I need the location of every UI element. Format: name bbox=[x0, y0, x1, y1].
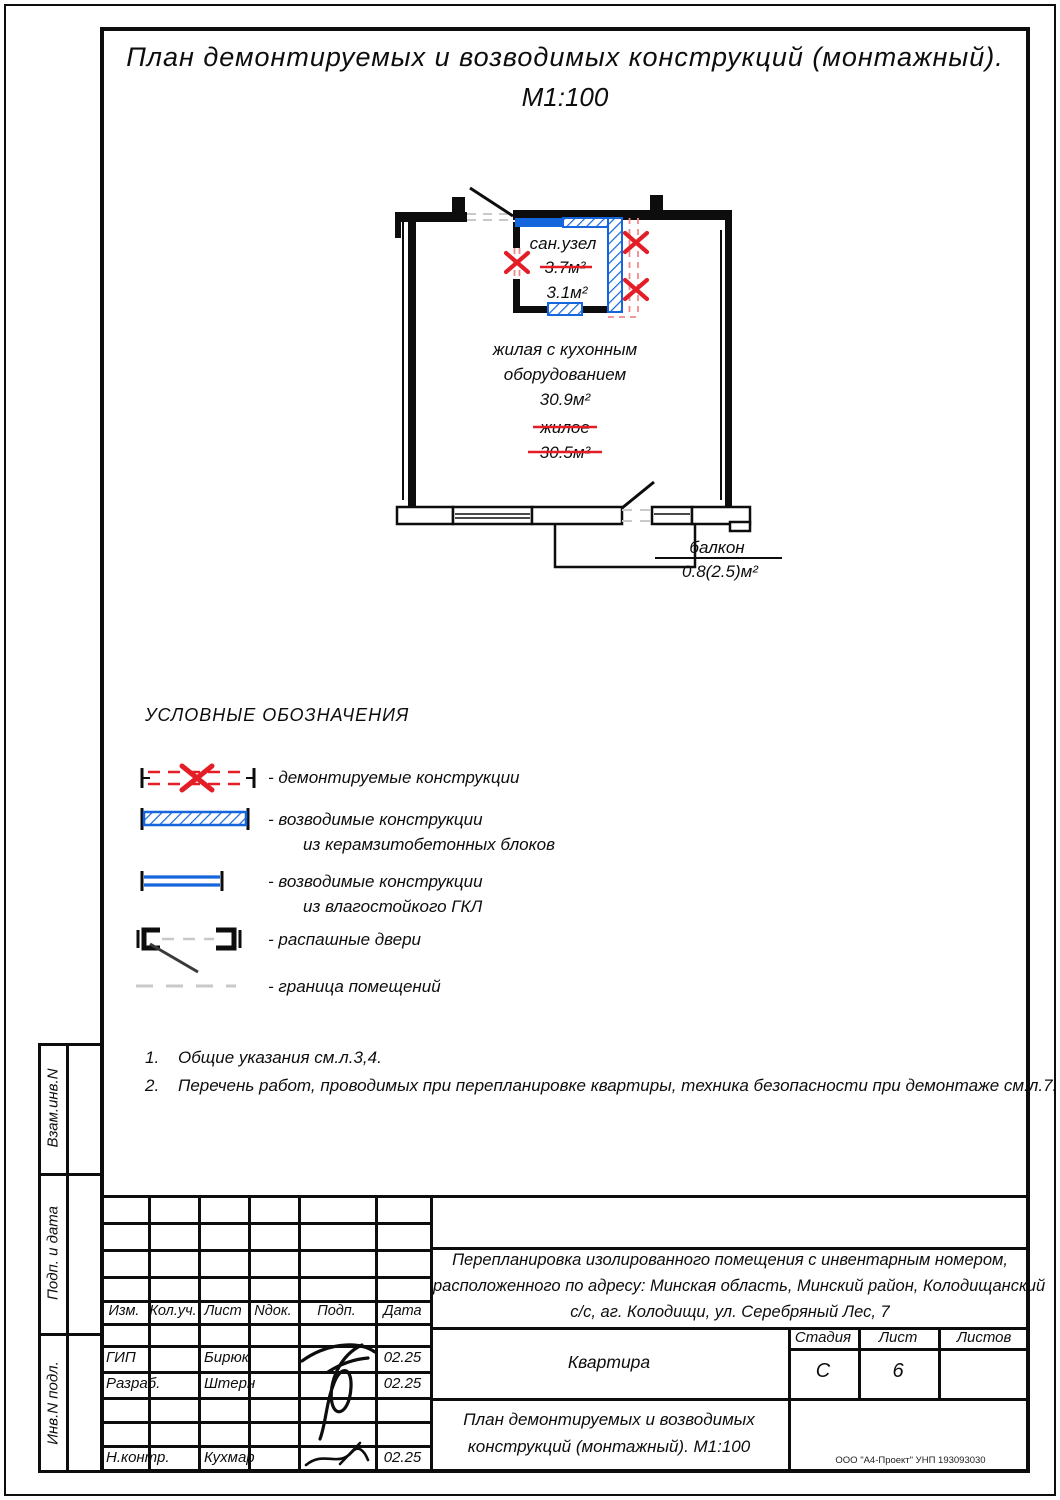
bathroom-new-area: 3.1м² bbox=[546, 283, 588, 302]
legend-item-label: - демонтируемые конструкции bbox=[268, 768, 520, 787]
room-label-living-1: жилая с кухонным bbox=[492, 340, 638, 359]
balcony-area: 0.8(2.5)м² bbox=[682, 562, 758, 581]
block-wall-top bbox=[563, 218, 608, 227]
swing-doors-symbol bbox=[136, 920, 244, 976]
col-header-list: Лист bbox=[204, 1303, 242, 1319]
legend-item-label: - возводимые конструкции bbox=[268, 872, 483, 891]
col-header-izm: Изм. bbox=[108, 1303, 140, 1319]
titleblock-line bbox=[198, 1195, 201, 1473]
block-wall-bottom bbox=[548, 303, 582, 315]
staff-name: Кухмар bbox=[204, 1449, 255, 1466]
object-name: Квартира bbox=[567, 1352, 651, 1372]
side-label-podp: Подп. и дата bbox=[44, 1206, 62, 1300]
company-stamp: ООО "А4-Проект" УНП 193093030 bbox=[835, 1455, 986, 1466]
signature-nkontr bbox=[300, 1438, 380, 1472]
strip-line bbox=[66, 1043, 69, 1473]
room-label-living-2: оборудованием bbox=[503, 365, 627, 384]
staff-role: Н.контр. bbox=[106, 1449, 170, 1466]
titleblock-line bbox=[430, 1247, 1030, 1250]
demolition-x-icon bbox=[625, 280, 647, 299]
col-header-data: Дата bbox=[383, 1303, 422, 1319]
wall-right-inner-line bbox=[720, 230, 722, 500]
entrance-door bbox=[467, 188, 513, 220]
strip-line bbox=[38, 1470, 100, 1473]
wall-top-left-cap bbox=[395, 212, 401, 238]
stage-value: С bbox=[815, 1360, 831, 1382]
legend-item-label: - граница помещений bbox=[268, 977, 441, 996]
stage-label: Стадия bbox=[794, 1329, 852, 1346]
corner-step bbox=[730, 522, 750, 531]
project-address-3: с/с, аг. Колодищи, ул. Серебряный Лес, 7 bbox=[570, 1303, 890, 1321]
side-label-inv: Инв.N подл. bbox=[44, 1361, 62, 1445]
room-label-balcony: балкон bbox=[689, 538, 745, 557]
titleblock-line bbox=[148, 1195, 151, 1473]
sheets-label: Листов bbox=[956, 1329, 1012, 1346]
door-jamb-right bbox=[216, 930, 234, 948]
legend-item-label: - распашные двери bbox=[268, 930, 422, 949]
strip-line bbox=[38, 1173, 100, 1176]
balcony-outline bbox=[555, 524, 695, 567]
wall-pilaster-right bbox=[650, 195, 663, 210]
note-row bbox=[145, 1048, 382, 1068]
room-boundary-symbol bbox=[136, 980, 236, 992]
living-old-area: 30.5м² bbox=[539, 443, 591, 462]
door-swing-line bbox=[622, 482, 654, 508]
col-header-podp: Подп. bbox=[317, 1303, 356, 1319]
wall-right bbox=[725, 220, 732, 507]
side-label-vzam: Взам.инв.N bbox=[44, 1068, 62, 1148]
legend-heading: УСЛОВНЫЕ ОБОЗНАЧЕНИЯ bbox=[145, 705, 410, 725]
door-swing-line bbox=[150, 944, 198, 972]
window-right bbox=[652, 507, 692, 524]
demolition-x-icon bbox=[625, 233, 647, 252]
titleblock-line bbox=[248, 1195, 251, 1473]
new-block-wall-symbol bbox=[138, 806, 253, 832]
living-new-area: 30.9м² bbox=[539, 390, 591, 409]
staff-name: Бирюк bbox=[204, 1349, 249, 1366]
titleblock-line bbox=[788, 1348, 1030, 1351]
project-address-2: расположенного по адресу: Минская область, Минский район, Колодищанский bbox=[433, 1277, 1046, 1295]
sheet-title: План демонтируемых и возводимых конструкций (монтажный). bbox=[126, 42, 1004, 72]
doc-title-2: конструкций (монтажный). М1:100 bbox=[467, 1437, 751, 1456]
staff-role: ГИП bbox=[106, 1349, 136, 1366]
window-left bbox=[453, 507, 532, 524]
sill-block bbox=[397, 507, 453, 524]
demolished-structures-symbol bbox=[138, 763, 260, 793]
titleblock-line bbox=[430, 1195, 433, 1473]
staff-date: 02.25 bbox=[383, 1449, 422, 1466]
floor-plan bbox=[380, 165, 800, 595]
wall-top-left bbox=[395, 212, 467, 222]
strip-line bbox=[38, 1043, 100, 1046]
bottom-wall-band bbox=[397, 507, 750, 531]
gkl-wall-top bbox=[515, 218, 563, 227]
strip-line bbox=[38, 1333, 100, 1336]
demolition-x-icon bbox=[506, 253, 528, 272]
bathroom-wall-left-seg2 bbox=[513, 279, 520, 310]
note-text: Общие указания см.л.3,4. bbox=[178, 1048, 382, 1067]
titleblock-line bbox=[100, 1195, 1030, 1198]
new-gkl-wall-symbol bbox=[138, 869, 226, 893]
door-swing-line bbox=[470, 188, 513, 216]
titleblock-line bbox=[430, 1398, 1030, 1401]
col-header-ndok: Nдок. bbox=[254, 1303, 292, 1319]
wall-under-door bbox=[532, 507, 622, 524]
living-old-name: жилое bbox=[540, 418, 590, 437]
staff-date: 02.25 bbox=[383, 1375, 422, 1392]
legend-item-label: - возводимые конструкции bbox=[268, 810, 483, 829]
note-row bbox=[145, 1076, 1057, 1096]
doc-title-1: План демонтируемых и возводимых bbox=[463, 1410, 755, 1429]
block-wall-right bbox=[608, 218, 622, 312]
sheet-label: Лист bbox=[878, 1329, 918, 1346]
legend-item-label2: из керамзитобетонных блоков bbox=[303, 835, 555, 854]
bathroom-old-area: 3.7м² bbox=[544, 258, 586, 277]
sheet-value: 6 bbox=[892, 1360, 904, 1382]
staff-date: 02.25 bbox=[383, 1349, 422, 1366]
balcony-door bbox=[622, 482, 654, 521]
wall-left bbox=[408, 212, 416, 507]
note-number: 2. bbox=[145, 1076, 160, 1095]
titleblock-line bbox=[788, 1327, 791, 1473]
note-text: Перечень работ, проводимых при перепланировке квартиры, техника безопасности при демонтаже см.л.7. bbox=[178, 1076, 1058, 1095]
signature-main bbox=[298, 1325, 378, 1447]
staff-role: Разраб. bbox=[106, 1375, 161, 1392]
strip-line bbox=[38, 1043, 41, 1473]
wall-pilaster-left bbox=[452, 197, 465, 212]
sheet-scale: М1:100 bbox=[521, 82, 609, 112]
project-address-1: Перепланировка изолированного помещения с инвентарным номером, bbox=[452, 1251, 1008, 1269]
note-number: 1. bbox=[145, 1048, 160, 1067]
staff-name: Штерн bbox=[204, 1375, 256, 1392]
room-label-bathroom: сан.узел bbox=[529, 234, 597, 253]
col-header-kol: Кол.уч. bbox=[149, 1303, 197, 1319]
legend-item-label2: из влагостойкого ГКЛ bbox=[303, 897, 483, 916]
wall-left-inner-line bbox=[402, 222, 404, 500]
